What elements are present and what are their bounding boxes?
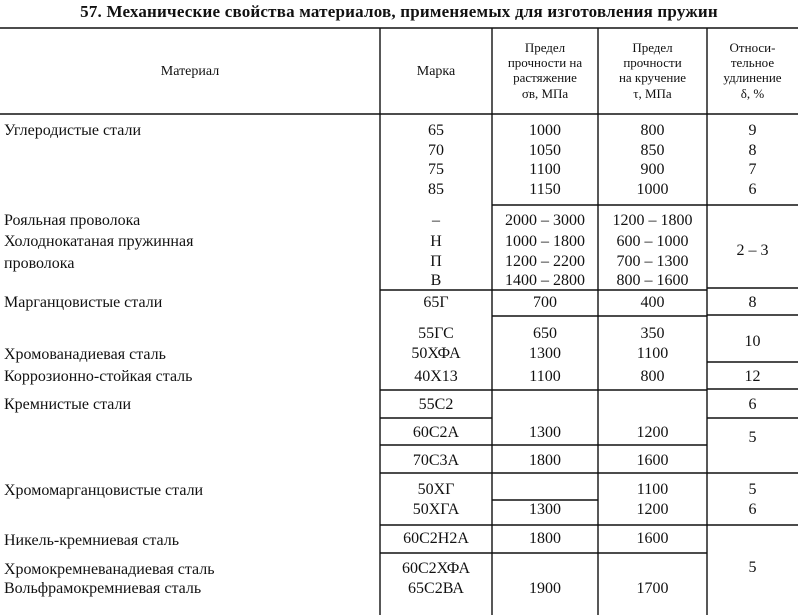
material-name: Хромомарганцовистые стали — [4, 482, 204, 499]
material-name: Коррозионно-стойкая сталь — [4, 368, 193, 385]
grade-cell: 65 — [428, 122, 444, 139]
tensile-cell: 1800 — [529, 530, 561, 547]
elongation-cell: 10 — [744, 333, 761, 350]
material-name: Хромованадиевая сталь — [4, 346, 166, 363]
elongation-cell: 6 — [748, 501, 757, 518]
tensile-cell: 1050 — [529, 142, 561, 159]
tensile-cell: 1100 — [529, 161, 561, 178]
material-name: Хромокремневанадиевая сталь — [4, 561, 215, 578]
elongation-cell: 5 — [748, 429, 757, 446]
grade-cell: 65С2ВА — [408, 580, 464, 597]
grade-cell: 75 — [428, 161, 444, 178]
header-grade: Марка — [416, 64, 456, 79]
elongation-cell: 5 — [748, 559, 757, 576]
torsion-cell: 1700 — [636, 580, 669, 597]
tensile-cell: 1150 — [529, 181, 561, 198]
tensile-cell: 650 — [533, 325, 557, 342]
header-elongation-line3: удлинение — [723, 70, 782, 85]
material-name: проволока — [4, 255, 75, 272]
tensile-cell: 1800 — [529, 452, 561, 469]
header-tensile-line3: растяжение — [513, 70, 577, 85]
torsion-cell: 1200 — [636, 501, 669, 518]
torsion-cell: 700 – 1300 — [616, 253, 689, 270]
header-torsion-line3: на кручение — [618, 70, 687, 85]
grade-cell: Н — [430, 233, 442, 250]
tensile-cell: 1400 – 2800 — [505, 272, 585, 289]
torsion-cell: 850 — [640, 142, 665, 159]
grade-cell: 40Х13 — [414, 368, 458, 385]
table-title: 57. Механические свойства материалов, применяемых для изготовления пружин — [80, 2, 718, 21]
torsion-cell: 1600 — [636, 452, 669, 469]
grade-cell: 65Г — [423, 294, 449, 311]
elongation-cell: 6 — [748, 396, 757, 413]
torsion-cell: 800 — [640, 122, 665, 139]
grade-cell: 60С2ХФА — [401, 560, 470, 577]
grade-cell: П — [430, 253, 442, 270]
elongation-cell: 5 — [748, 481, 757, 498]
tensile-cell: 1300 — [529, 345, 561, 362]
grade-cell: – — [432, 212, 440, 229]
tensile-cell: 700 — [533, 294, 557, 311]
tensile-cell: 1200 – 2200 — [505, 253, 585, 270]
header-torsion-line4: τ, МПа — [633, 86, 672, 101]
grade-cell: 70С3А — [412, 452, 460, 469]
header-material: Материал — [160, 64, 220, 79]
torsion-cell: 800 — [640, 368, 665, 385]
material-name: Кремнистые стали — [4, 396, 132, 413]
tensile-cell: 2000 – 3000 — [505, 212, 585, 229]
elongation-cell: 9 — [748, 122, 757, 139]
grade-cell: 55С2 — [418, 396, 454, 413]
torsion-cell: 600 – 1000 — [616, 233, 689, 250]
torsion-cell: 1100 — [636, 481, 669, 498]
material-name: Холоднокатаная пружинная — [4, 233, 194, 250]
grade-cell: 60С2А — [412, 424, 460, 441]
elongation-cell: 12 — [744, 368, 761, 385]
tensile-cell: 1100 — [529, 368, 561, 385]
elongation-cell: 7 — [748, 161, 757, 178]
tensile-cell: 1300 — [529, 501, 561, 518]
torsion-cell: 1100 — [636, 345, 669, 362]
header-tensile-line2: прочности на — [507, 55, 583, 70]
header-elongation-line4: δ, % — [740, 86, 765, 101]
grade-cell: 50ХГА — [412, 501, 460, 518]
tensile-cell: 1000 — [529, 122, 561, 139]
torsion-cell: 900 — [640, 161, 665, 178]
elongation-cell: 6 — [748, 181, 757, 198]
header-elongation-line1: Относи- — [729, 40, 776, 55]
tensile-cell: 1900 — [529, 580, 561, 597]
material-name: Углеродистые стали — [4, 122, 142, 139]
torsion-cell: 1600 — [636, 530, 669, 547]
grade-cell: 60С2Н2А — [403, 530, 469, 547]
torsion-cell: 800 – 1600 — [616, 272, 689, 289]
grade-cell: 55ГС — [418, 325, 454, 342]
torsion-cell: 1200 — [636, 424, 669, 441]
elongation-cell: 2 – 3 — [736, 242, 769, 259]
elongation-cell: 8 — [748, 142, 757, 159]
material-name: Рояльная проволока — [4, 212, 141, 229]
torsion-cell: 400 — [640, 294, 665, 311]
header-elongation-line2: тельное — [730, 55, 775, 70]
tensile-cell: 1000 – 1800 — [505, 233, 585, 250]
material-name: Вольфрамокремниевая сталь — [4, 580, 202, 597]
header-tensile-line4: σв, МПа — [521, 86, 569, 101]
grade-cell: 50ХГ — [417, 481, 455, 498]
elongation-cell: 8 — [748, 294, 757, 311]
grade-cell: 85 — [428, 181, 444, 198]
header-torsion-line1: Предел — [632, 40, 673, 55]
material-name: Никель-кремниевая сталь — [4, 532, 180, 549]
header-torsion-line2: прочности — [623, 55, 682, 70]
grade-cell: В — [430, 272, 442, 289]
torsion-cell: 1200 – 1800 — [612, 212, 693, 229]
grade-cell: 70 — [428, 142, 444, 159]
material-name: Марганцовистые стали — [4, 294, 163, 311]
header-tensile-line1: Предел — [524, 40, 566, 55]
tensile-cell: 1300 — [529, 424, 561, 441]
grade-cell: 50ХФА — [411, 345, 461, 362]
torsion-cell: 1000 — [636, 181, 669, 198]
torsion-cell: 350 — [640, 325, 665, 342]
